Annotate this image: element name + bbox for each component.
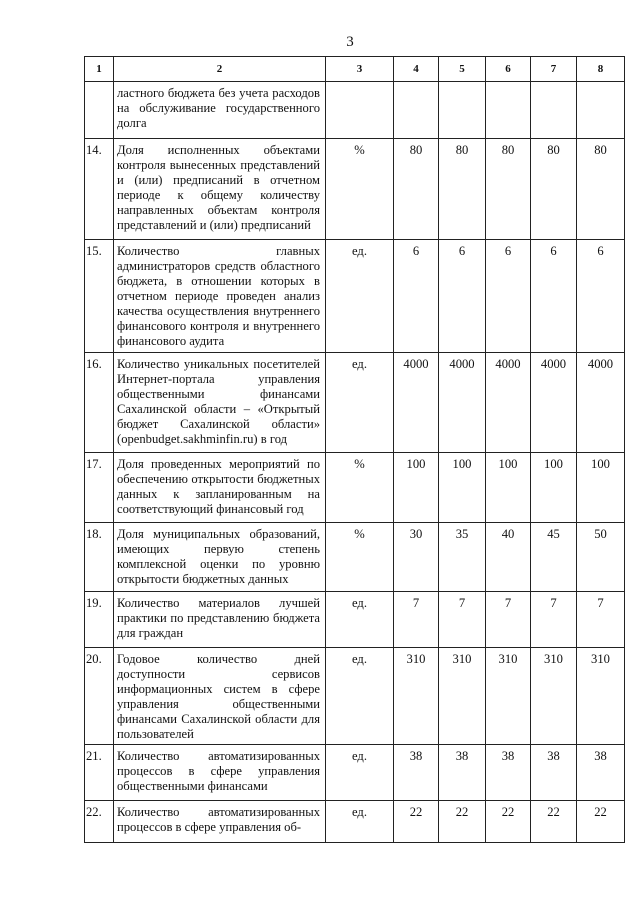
table-header-row [85, 57, 625, 82]
value-cell: 4000 [577, 353, 625, 453]
value-cell: 7 [531, 592, 577, 648]
indicator-name: ластного бюджета без учета расходов на обслуживание государственного долга [114, 82, 326, 139]
table-row [85, 240, 625, 353]
indicator-name: Доля исполненных объектами контроля вынесенных представлений и (или) предписаний в отчетном периоде к общему количеству направленных объектам контроля представлений и (или) предписаний [114, 139, 326, 240]
unit-cell: ед. [326, 745, 394, 801]
value-cell: 6 [531, 240, 577, 353]
column-header: 4 [394, 57, 439, 82]
value-cell: 38 [394, 745, 439, 801]
row-number: 14. [85, 139, 114, 240]
row-number: 18. [85, 523, 114, 592]
value-cell [531, 82, 577, 139]
unit-cell: ед. [326, 801, 394, 843]
table-row [85, 801, 625, 843]
value-cell: 45 [531, 523, 577, 592]
value-cell: 80 [394, 139, 439, 240]
indicator-name: Количество уникальных посетителей Интернет-портала управления общественными финансами Сахалинской области – «Открытый бюджет Сахалинской области» (openbudget.sakhminfin.ru) в год [114, 353, 326, 453]
value-cell: 7 [486, 592, 531, 648]
value-cell: 38 [486, 745, 531, 801]
table-row [85, 139, 625, 240]
value-cell: 40 [486, 523, 531, 592]
row-number: 15. [85, 240, 114, 353]
indicator-name: Доля муниципальных образований, имеющих первую степень комплексной оценки по уровню открытости бюджетных данных [114, 523, 326, 592]
value-cell: 6 [439, 240, 486, 353]
value-cell: 22 [531, 801, 577, 843]
value-cell: 4000 [531, 353, 577, 453]
table-row [85, 523, 625, 592]
indicator-name: Доля проведенных мероприятий по обеспечению открытости бюджетных данных к запланированным на соответствующий финансовый год [114, 453, 326, 523]
value-cell: 100 [394, 453, 439, 523]
value-cell: 100 [486, 453, 531, 523]
row-number: 16. [85, 353, 114, 453]
table-row [85, 745, 625, 801]
column-header: 3 [326, 57, 394, 82]
row-number: 22. [85, 801, 114, 843]
value-cell: 22 [394, 801, 439, 843]
value-cell: 4000 [486, 353, 531, 453]
column-header: 6 [486, 57, 531, 82]
unit-cell: ед. [326, 240, 394, 353]
indicator-name: Количество автоматизированных процессов в сфере управления общественными финансами [114, 745, 326, 801]
value-cell: 310 [439, 648, 486, 745]
value-cell: 310 [531, 648, 577, 745]
unit-cell: ед. [326, 353, 394, 453]
value-cell: 38 [577, 745, 625, 801]
column-header: 2 [114, 57, 326, 82]
value-cell: 50 [577, 523, 625, 592]
value-cell: 4000 [394, 353, 439, 453]
value-cell: 35 [439, 523, 486, 592]
indicator-name: Количество автоматизированных процессов в сфере управления об- [114, 801, 326, 843]
unit-cell: ед. [326, 592, 394, 648]
page-number: 3 [346, 34, 354, 50]
value-cell: 310 [394, 648, 439, 745]
row-number: 19. [85, 592, 114, 648]
value-cell: 100 [531, 453, 577, 523]
value-cell: 30 [394, 523, 439, 592]
value-cell: 7 [439, 592, 486, 648]
unit-cell: % [326, 453, 394, 523]
column-header: 8 [577, 57, 625, 82]
indicator-name: Количество материалов лучшей практики по представлению бюджета для граждан [114, 592, 326, 648]
value-cell: 7 [577, 592, 625, 648]
value-cell: 6 [577, 240, 625, 353]
row-number: 20. [85, 648, 114, 745]
value-cell: 4000 [439, 353, 486, 453]
value-cell: 80 [439, 139, 486, 240]
value-cell: 310 [486, 648, 531, 745]
value-cell: 38 [531, 745, 577, 801]
value-cell: 22 [486, 801, 531, 843]
table-row [85, 592, 625, 648]
value-cell [577, 82, 625, 139]
value-cell [394, 82, 439, 139]
value-cell: 100 [439, 453, 486, 523]
column-header: 5 [439, 57, 486, 82]
row-number [85, 82, 114, 139]
value-cell: 7 [394, 592, 439, 648]
unit-cell: % [326, 139, 394, 240]
value-cell: 22 [439, 801, 486, 843]
table-row [85, 453, 625, 523]
indicator-name: Количество главных администраторов средств областного бюджета, в отношении которых в отчетном периоде проведен анализ качества осуществления внутреннего финансового контроля и внутреннего финансового аудита [114, 240, 326, 353]
unit-cell [326, 82, 394, 139]
value-cell: 100 [577, 453, 625, 523]
value-cell [486, 82, 531, 139]
value-cell: 6 [486, 240, 531, 353]
value-cell: 80 [486, 139, 531, 240]
table-row [85, 353, 625, 453]
value-cell: 310 [577, 648, 625, 745]
indicators-table [84, 56, 625, 843]
value-cell [439, 82, 486, 139]
row-number: 21. [85, 745, 114, 801]
row-number: 17. [85, 453, 114, 523]
value-cell: 22 [577, 801, 625, 843]
value-cell: 80 [577, 139, 625, 240]
unit-cell: ед. [326, 648, 394, 745]
table-row [85, 82, 625, 139]
value-cell: 38 [439, 745, 486, 801]
value-cell: 80 [531, 139, 577, 240]
column-header: 7 [531, 57, 577, 82]
indicator-name: Годовое количество дней доступности сервисов информационных систем в сфере управления общественными финансами Сахалинской области для пользователей [114, 648, 326, 745]
table-row [85, 648, 625, 745]
unit-cell: % [326, 523, 394, 592]
value-cell: 6 [394, 240, 439, 353]
column-header: 1 [85, 57, 114, 82]
